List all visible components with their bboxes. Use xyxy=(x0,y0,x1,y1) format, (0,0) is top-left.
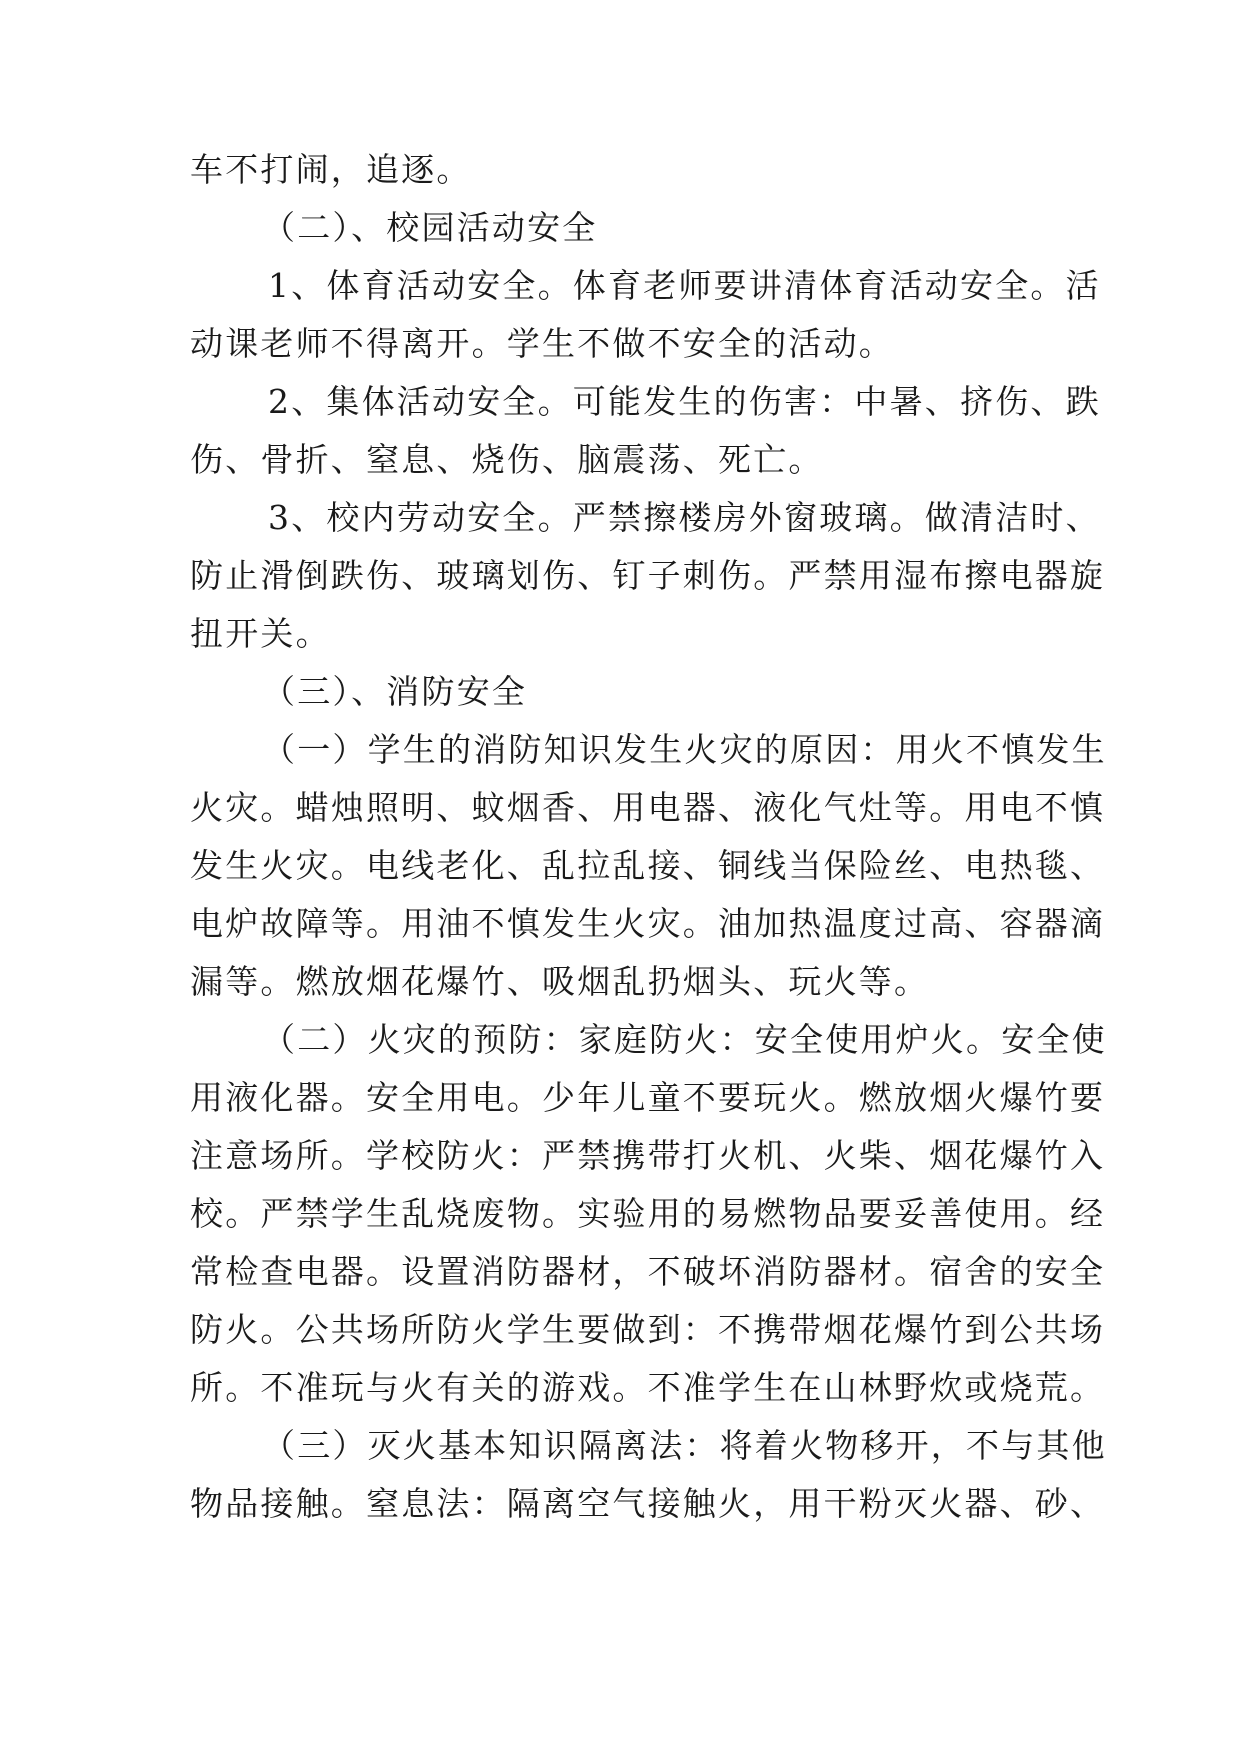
text-line: 物品接触。窒息法：隔离空气接触火，用干粉灭火器、砂、 xyxy=(190,1484,1106,1523)
text-line: （三）灭火基本知识隔离法：将着火物移开，不与其他 xyxy=(262,1426,1107,1465)
text-line: 所。不准玩与火有关的游戏。不准学生在山林野炊或烧荒。 xyxy=(190,1368,1106,1407)
text-line: 3、校内劳动安全。严禁擦楼房外窗玻璃。做清洁时、 xyxy=(268,498,1101,537)
section-heading: （三）、消防安全 xyxy=(262,672,528,711)
text-line: （一）学生的消防知识发生火灾的原因：用火不慎发生 xyxy=(262,730,1107,769)
text-line: 防火。公共场所防火学生要做到：不携带烟花爆竹到公共场 xyxy=(190,1310,1106,1349)
text-line: 常检查电器。设置消防器材，不破坏消防器材。宿舍的安全 xyxy=(190,1252,1106,1291)
text-line: 动课老师不得离开。学生不做不安全的活动。 xyxy=(190,324,894,363)
section-heading: （二）、校园活动安全 xyxy=(262,208,598,247)
text-line: 注意场所。学校防火：严禁携带打火机、火柴、烟花爆竹入 xyxy=(190,1136,1106,1175)
text-line: 校。严禁学生乱烧废物。实验用的易燃物品要妥善使用。经 xyxy=(190,1194,1106,1233)
text-line: 车不打闹，追逐。 xyxy=(190,150,472,189)
text-line: （二）火灾的预防：家庭防火：安全使用炉火。安全使 xyxy=(262,1020,1107,1059)
text-line: 漏等。燃放烟花爆竹、吸烟乱扔烟头、玩火等。 xyxy=(190,962,930,1001)
text-line: 火灾。蜡烛照明、蚊烟香、用电器、液化气灶等。用电不慎 xyxy=(190,788,1106,827)
text-line: 防止滑倒跌伤、玻璃划伤、钉子刺伤。严禁用湿布擦电器旋 xyxy=(190,556,1106,595)
text-line: 扭开关。 xyxy=(190,614,331,653)
text-line: 2、集体活动安全。可能发生的伤害：中暑、挤伤、跌 xyxy=(268,382,1101,421)
text-line: 伤、骨折、窒息、烧伤、脑震荡、死亡。 xyxy=(190,440,824,479)
text-line: 发生火灾。电线老化、乱拉乱接、铜线当保险丝、电热毯、 xyxy=(190,846,1106,885)
text-line: 电炉故障等。用油不慎发生火灾。油加热温度过高、容器滴 xyxy=(190,904,1106,943)
text-line: 1、体育活动安全。体育老师要讲清体育活动安全。活 xyxy=(268,266,1101,305)
text-line: 用液化器。安全用电。少年儿童不要玩火。燃放烟火爆竹要 xyxy=(190,1078,1106,1117)
